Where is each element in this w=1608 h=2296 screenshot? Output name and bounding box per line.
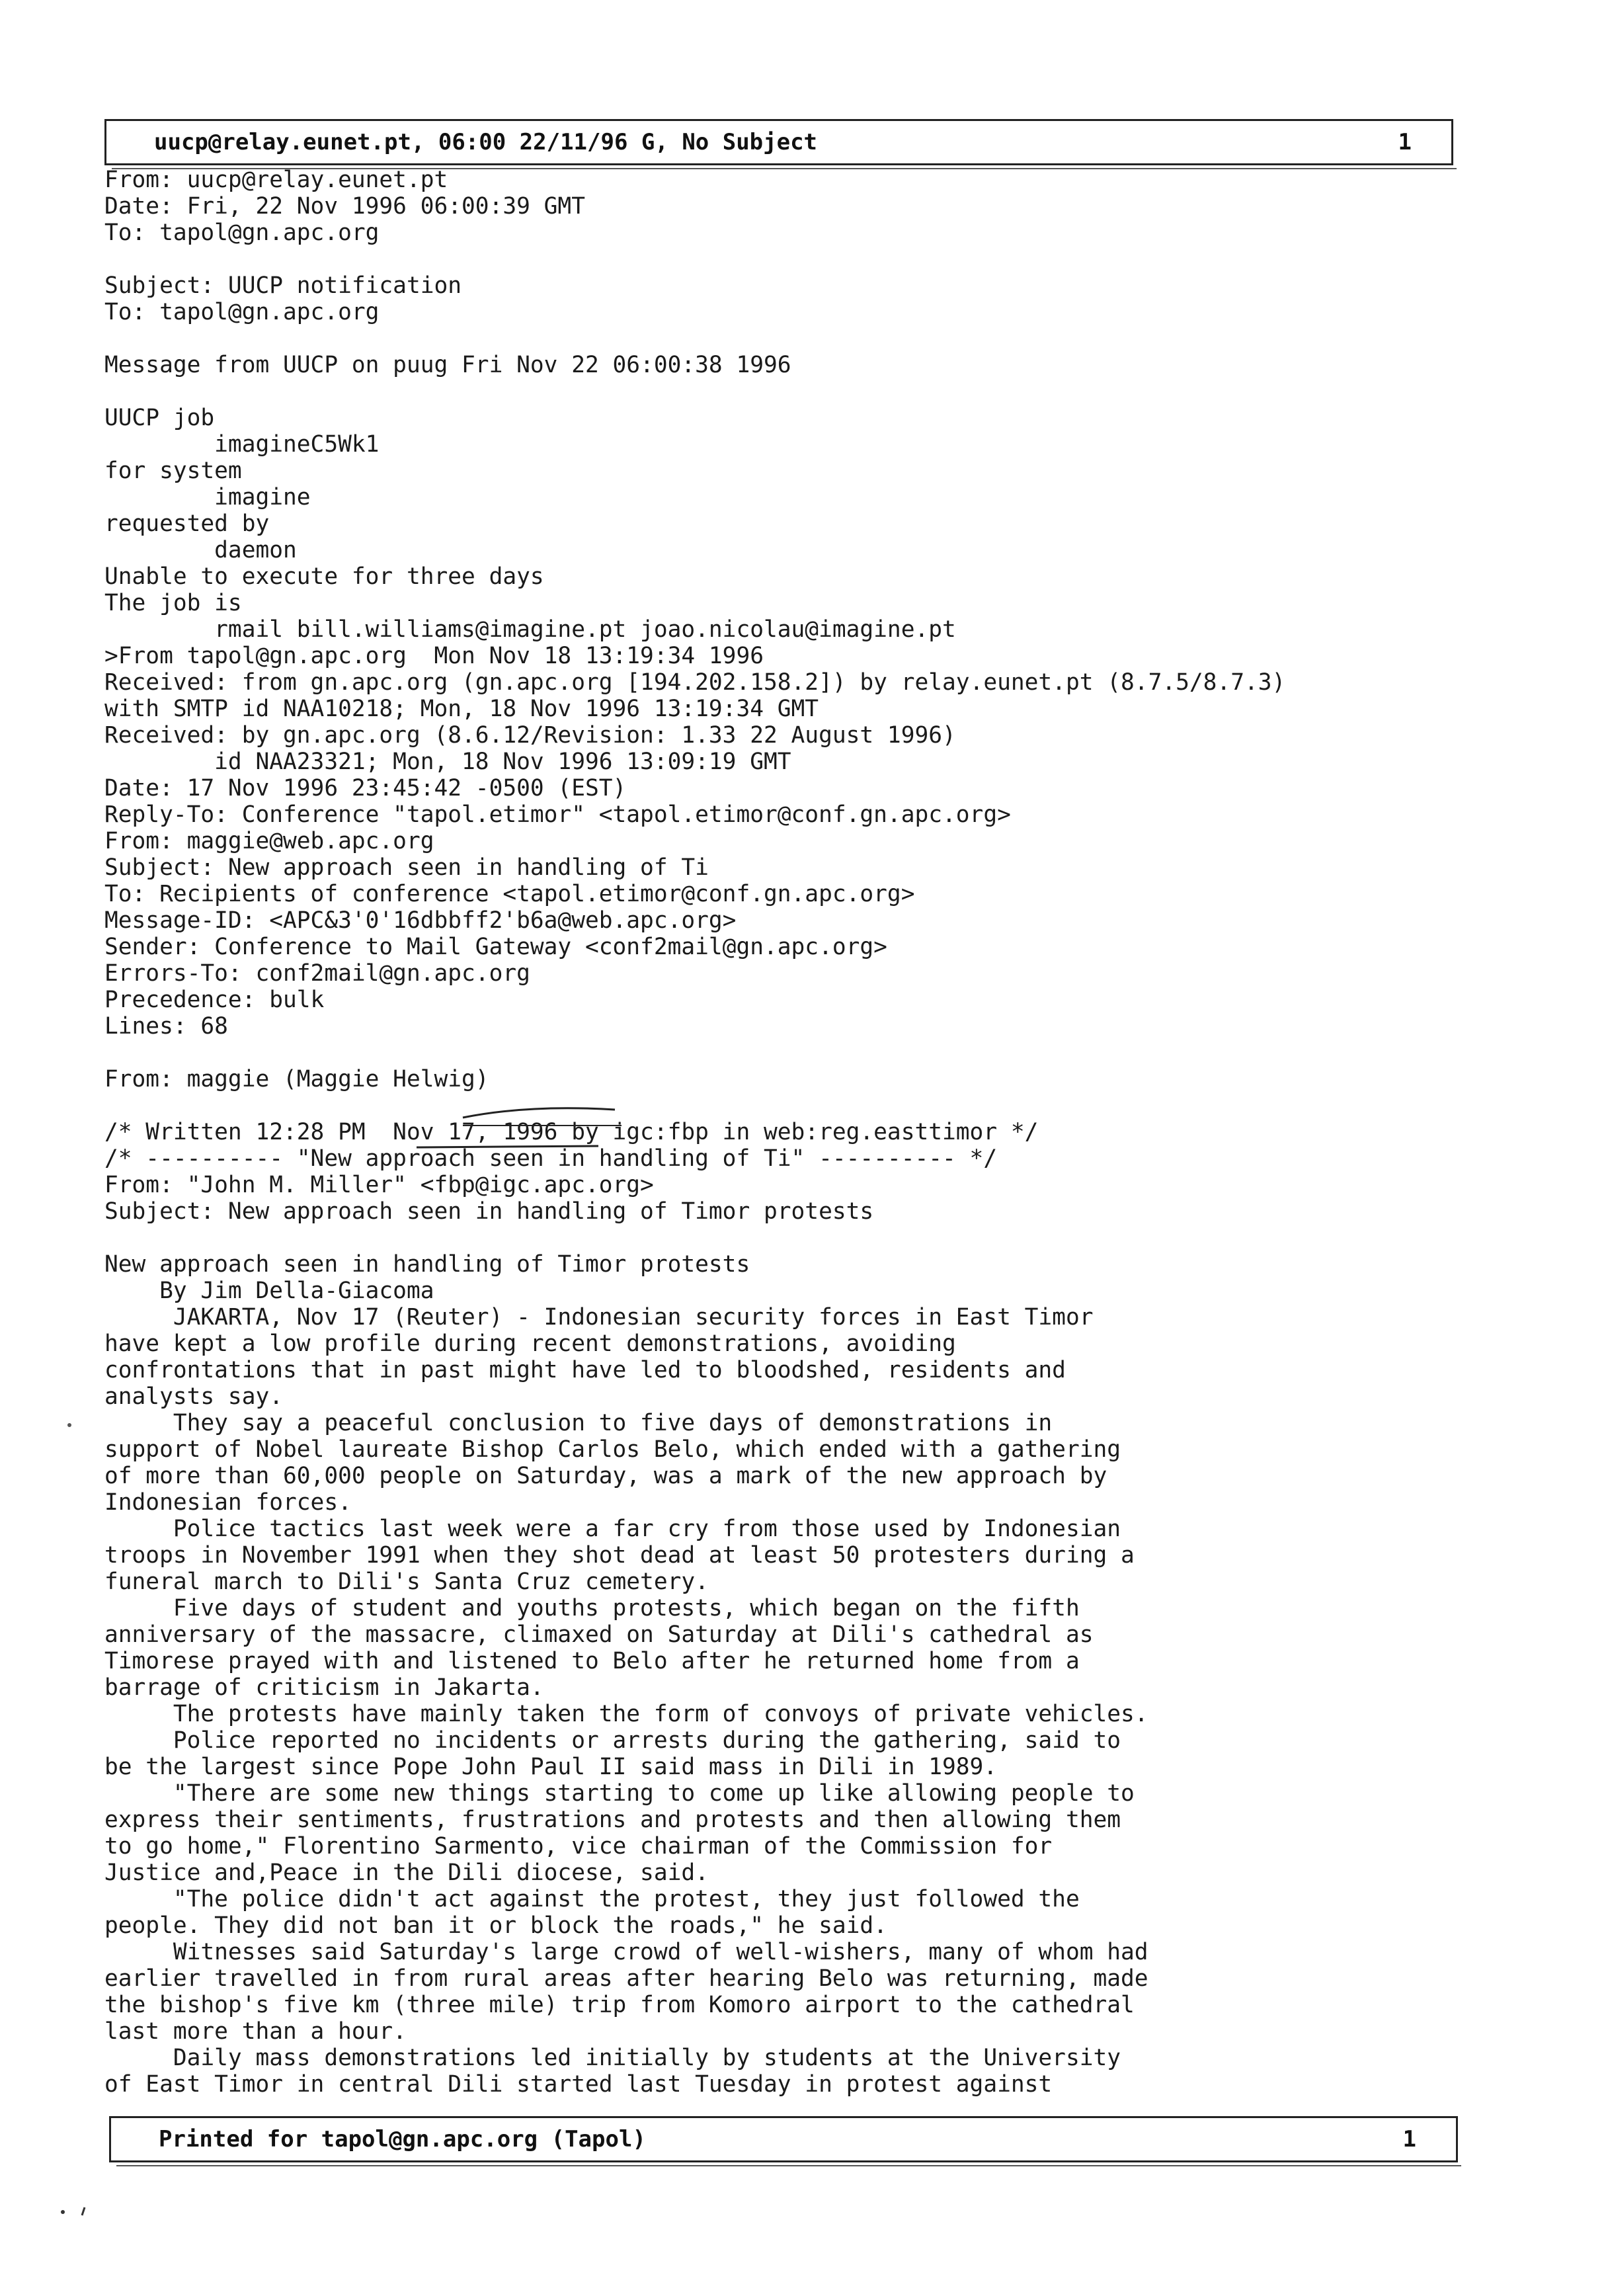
text-line: Precedence: bulk [104, 987, 325, 1013]
text-line: Timorese prayed with and listened to Belo after he returned home from a [104, 1648, 1080, 1674]
footer-title: Printed for tapol@gn.apc.org (Tapol) [159, 2126, 646, 2152]
text-line: people. They did not ban it or block the roads," he said. [104, 1912, 887, 1939]
text-line: Message from UUCP on puug Fri Nov 22 06:00:38 1996 [104, 352, 791, 378]
text-line: requested by [104, 511, 270, 537]
text-line: rmail bill.williams@imagine.pt joao.nicolau@imagine.pt [104, 616, 956, 643]
text-line: New approach seen in handling of Timor protests [104, 1251, 750, 1278]
text-line: To: Recipients of conference <tapol.etimor@conf.gn.apc.org> [104, 881, 915, 907]
text-line: Sender: Conference to Mail Gateway <conf2mail@gn.apc.org> [104, 934, 887, 960]
text-line: From: uucp@relay.eunet.pt [104, 167, 448, 193]
text-line: Errors-To: conf2mail@gn.apc.org [104, 960, 530, 987]
text-line: the bishop's five km (three mile) trip from Komoro airport to the cathedral [104, 1992, 1135, 2018]
text-line: Police tactics last week were a far cry from those used by Indonesian [104, 1516, 1121, 1542]
text-line: be the largest since Pope John Paul II said mass in Dili in 1989. [104, 1754, 998, 1780]
text-line: Subject: New approach seen in handling of Timor protests [104, 1198, 874, 1225]
text-line: "The police didn't act against the protest, they just followed the [104, 1886, 1080, 1912]
text-line: support of Nobel laureate Bishop Carlos Belo, which ended with a gathering [104, 1436, 1121, 1463]
text-line: Indonesian forces. [104, 1489, 352, 1516]
text-line: >From tapol@gn.apc.org Mon Nov 18 13:19:34 1996 [104, 643, 764, 669]
text-line: anniversary of the massacre, climaxed on Saturday at Dili's cathedral as [104, 1621, 1094, 1648]
text-line: of East Timor in central Dili started last Tuesday in protest against [104, 2071, 1053, 2098]
text-line: to go home," Florentino Sarmento, vice chairman of the Commission for [104, 1833, 1053, 1860]
text-line: of more than 60,000 people on Saturday, was a mark of the new approach by [104, 1463, 1107, 1489]
text-line: Unable to execute for three days [104, 563, 544, 590]
scan-speck [61, 2210, 65, 2214]
text-line: have kept a low profile during recent demonstrations, avoiding [104, 1331, 956, 1357]
text-line: Date: 17 Nov 1996 23:45:42 -0500 (EST) [104, 775, 627, 801]
pen-underline-mark [417, 1146, 598, 1147]
text-line: Witnesses said Saturday's large crowd of well-wishers, many of whom had [104, 1939, 1148, 1965]
text-line: From: maggie (Maggie Helwig) [104, 1066, 489, 1092]
text-line: To: tapol@gn.apc.org [104, 220, 380, 246]
text-line: Message-ID: <APC&3'0'16dbbff2'b6a@web.apc.org> [104, 907, 737, 934]
text-line: Subject: New approach seen in handling of Ti [104, 854, 709, 881]
text-line: Subject: UUCP notification [104, 272, 462, 299]
text-line: last more than a hour. [104, 2018, 407, 2045]
text-line: /* ---------- "New approach seen in handling of Ti" ---------- */ [104, 1145, 998, 1172]
text-line: Received: by gn.apc.org (8.6.12/Revision: 1.33 22 August 1996) [104, 722, 956, 749]
text-line: From: maggie@web.apc.org [104, 828, 434, 854]
text-line: with SMTP id NAA10218; Mon, 18 Nov 1996 13:19:34 GMT [104, 696, 819, 722]
pen-strike-mark [463, 1108, 615, 1118]
text-line: Daily mass demonstrations led initially by students at the University [104, 2045, 1121, 2071]
text-line: earlier travelled in from rural areas after hearing Belo was returning, made [104, 1965, 1148, 1992]
text-line: /* Written 12:28 PM Nov 17, 1996 by igc:fbp in web:reg.easttimor */ [104, 1119, 1039, 1145]
text-line: funeral march to Dili's Santa Cruz cemetery. [104, 1569, 709, 1595]
text-line: By Jim Della-Giacoma [104, 1278, 434, 1304]
text-line: "There are some new things starting to come up like allowing people to [104, 1780, 1135, 1807]
text-line: for system [104, 458, 242, 484]
text-line: The protests have mainly taken the form of convoys of private vehicles. [104, 1701, 1148, 1727]
text-line: Police reported no incidents or arrests during the gathering, said to [104, 1727, 1121, 1754]
text-line: To: tapol@gn.apc.org [104, 299, 380, 325]
text-line: Lines: 68 [104, 1013, 228, 1040]
header-page-number: 1 [1398, 129, 1412, 155]
text-line: id NAA23321; Mon, 18 Nov 1996 13:09:19 GMT [104, 749, 791, 775]
text-line: Five days of student and youths protests, which began on the fifth [104, 1595, 1080, 1621]
text-line: They say a peaceful conclusion to five days of demonstrations in [104, 1410, 1053, 1436]
text-line: Date: Fri, 22 Nov 1996 06:00:39 GMT [104, 193, 585, 220]
text-line: The job is [104, 590, 242, 616]
text-line: UUCP job [104, 405, 215, 431]
text-line: analysts say. [104, 1383, 284, 1410]
scan-speck [67, 1423, 71, 1427]
scan-speck [82, 2207, 85, 2215]
text-line: From: "John M. Miller" <fbp@igc.apc.org> [104, 1172, 654, 1198]
text-line: imagineC5Wk1 [104, 431, 380, 458]
text-line: Reply-To: Conference "tapol.etimor" <tapol.etimor@conf.gn.apc.org> [104, 801, 1011, 828]
text-line: Justice and,Peace in the Dili diocese, said. [104, 1860, 709, 1886]
text-line: JAKARTA, Nov 17 (Reuter) - Indonesian security forces in East Timor [104, 1304, 1094, 1331]
header-title: uucp@relay.eunet.pt, 06:00 22/11/96 G, No Subject [154, 129, 818, 155]
text-line: barrage of criticism in Jakarta. [104, 1674, 544, 1701]
text-line: express their sentiments, frustrations and protests and then allowing them [104, 1807, 1121, 1833]
text-line: confrontations that in past might have led to bloodshed, residents and [104, 1357, 1066, 1383]
text-line: imagine [104, 484, 311, 511]
text-line: Received: from gn.apc.org (gn.apc.org [194.202.158.2]) by relay.eunet.pt (8.7.5/8.7.3) [104, 669, 1286, 696]
footer-page-number: 1 [1402, 2126, 1416, 2152]
text-line: daemon [104, 537, 297, 563]
text-line: troops in November 1991 when they shot dead at least 50 protesters during a [104, 1542, 1135, 1569]
